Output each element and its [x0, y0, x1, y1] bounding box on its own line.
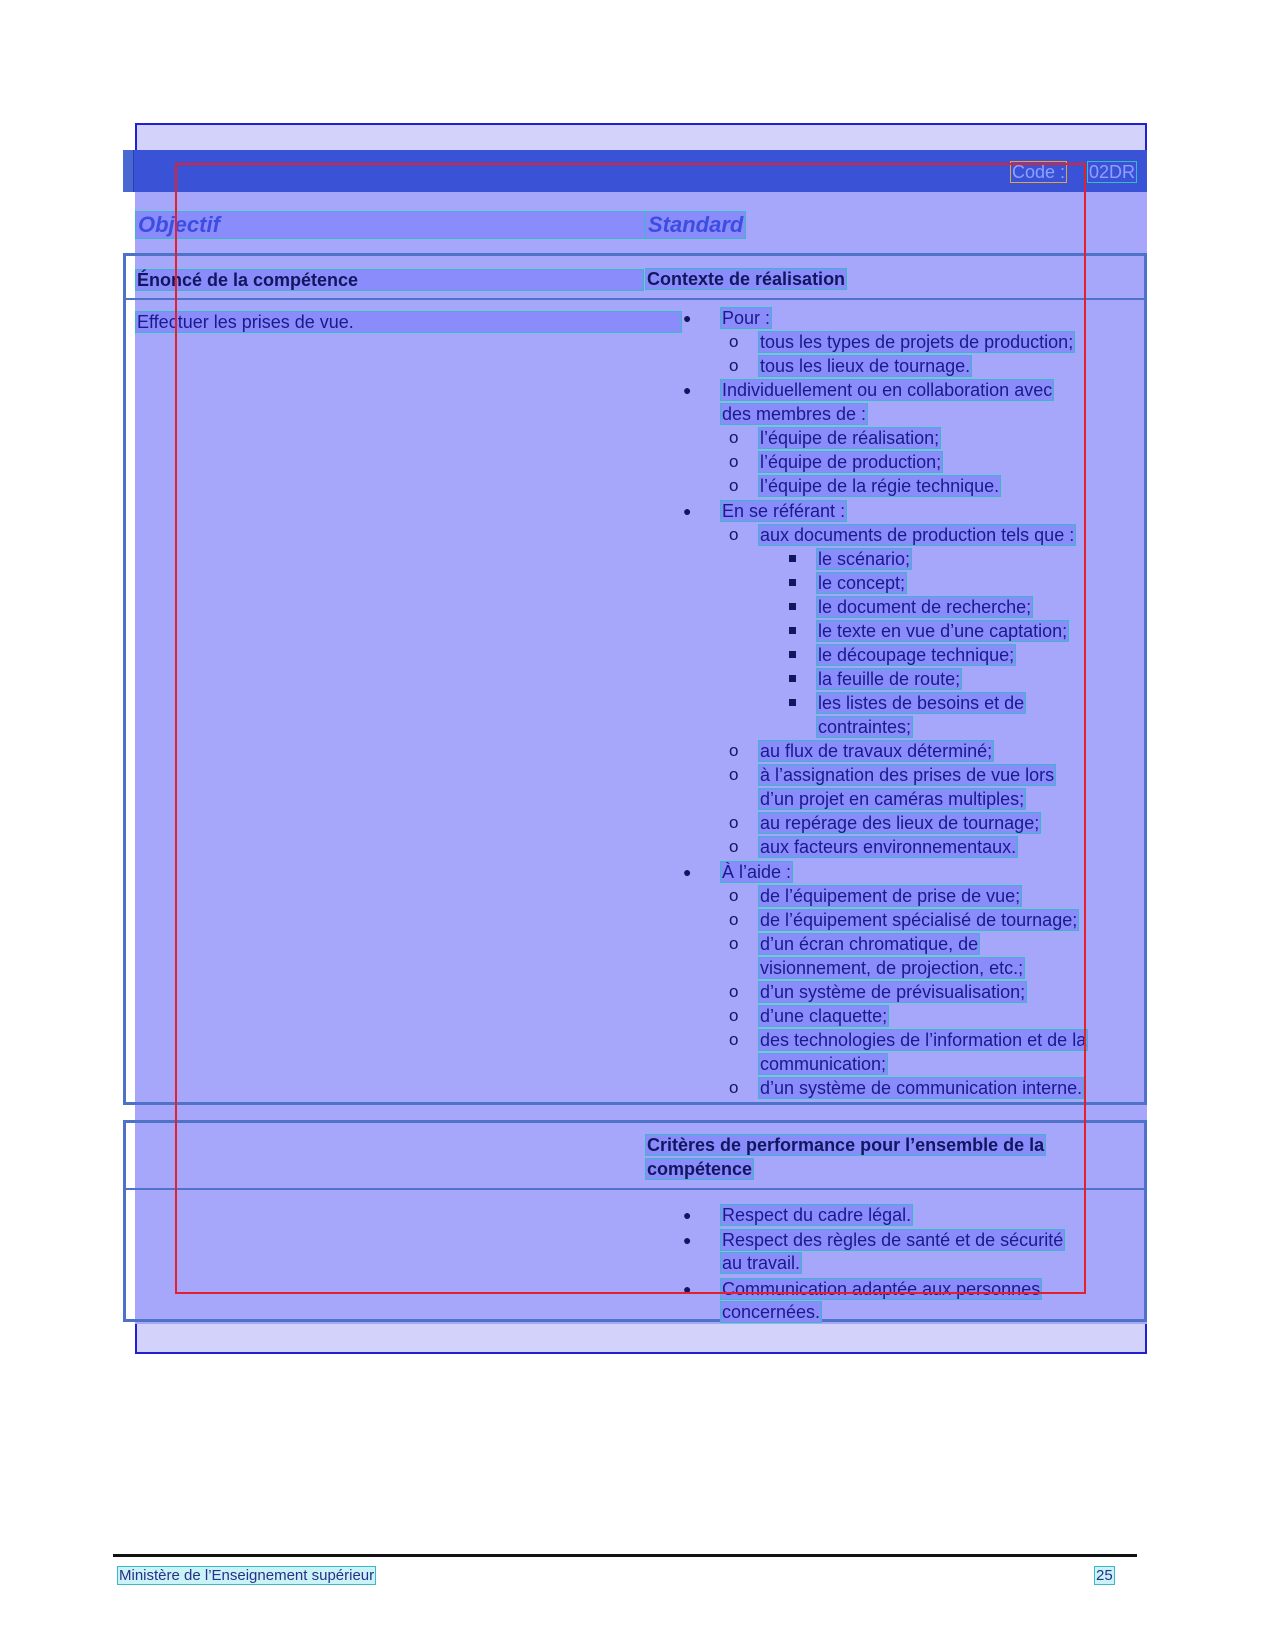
- code-label: Code :: [1012, 162, 1066, 182]
- hollow-bullet-icon: o: [729, 428, 739, 447]
- list-item: la feuille de route;: [818, 669, 961, 689]
- list-item: l’équipe de production;: [760, 452, 942, 472]
- selection-frame: [175, 163, 1086, 1294]
- list-item: aux documents de production tels que :: [760, 525, 1075, 545]
- context-header: Contexte de réalisation: [647, 269, 846, 289]
- hollow-bullet-icon: o: [729, 837, 739, 856]
- competence-statement-header: Énoncé de la compétence: [135, 269, 644, 291]
- list-item: tous les types de projets de production;: [760, 332, 1074, 352]
- bullet-icon: ●: [683, 382, 692, 398]
- list-item: À l’aide :: [722, 862, 792, 882]
- list-item-continuation: communication;: [760, 1054, 887, 1074]
- list-item: le concept;: [818, 573, 906, 593]
- list-item-continuation: des membres de :: [722, 404, 867, 424]
- list-item: d’un système de prévisualisation;: [760, 982, 1026, 1002]
- objective-title: Objectif: [135, 211, 646, 239]
- criteria-title: Critères de performance pour l’ensemble de la: [647, 1135, 1045, 1155]
- competence-statement: Effectuer les prises de vue.: [135, 311, 682, 333]
- list-item: le découpage technique;: [818, 645, 1015, 665]
- list-item: au flux de travaux déterminé;: [760, 741, 993, 761]
- list-item: le scénario;: [818, 549, 911, 569]
- hollow-bullet-icon: o: [729, 1078, 739, 1097]
- header-band-marker: [123, 150, 134, 192]
- criteria-item-continuation: au travail.: [722, 1253, 801, 1273]
- hollow-bullet-icon: o: [729, 741, 739, 760]
- code-value-wrap: [1087, 162, 1137, 183]
- hollow-bullet-icon: o: [729, 332, 739, 351]
- hollow-bullet-icon: o: [729, 934, 739, 953]
- footer-page-number: 25: [1096, 1567, 1113, 1584]
- hollow-bullet-icon: o: [729, 525, 739, 544]
- bullet-icon: ●: [683, 503, 692, 519]
- hollow-bullet-icon: o: [729, 356, 739, 375]
- criteria-item: Respect des règles de santé et de sécurité: [722, 1230, 1064, 1250]
- hollow-bullet-icon: o: [729, 1006, 739, 1025]
- list-item: tous les lieux de tournage.: [760, 356, 971, 376]
- hollow-bullet-icon: o: [729, 813, 739, 832]
- list-item-continuation: d’un projet en caméras multiples;: [760, 789, 1025, 809]
- bullet-icon: ●: [683, 1281, 692, 1297]
- footer-rule: [113, 1554, 1137, 1557]
- criteria-item: Communication adaptée aux personnes: [722, 1279, 1041, 1299]
- list-item: d’un système de communication interne.: [760, 1078, 1083, 1098]
- list-item: le document de recherche;: [818, 597, 1032, 617]
- code-value: 02DR: [1089, 162, 1136, 182]
- hollow-bullet-icon: o: [729, 1030, 739, 1049]
- list-item: d’un écran chromatique, de: [760, 934, 979, 954]
- hollow-bullet-icon: o: [729, 452, 739, 471]
- list-item-continuation: contraintes;: [818, 717, 912, 737]
- hollow-bullet-icon: o: [729, 765, 739, 784]
- list-item: au repérage des lieux de tournage;: [760, 813, 1040, 833]
- hollow-bullet-icon: o: [729, 910, 739, 929]
- footer-ministry: Ministère de l’Enseignement supérieur: [119, 1567, 375, 1584]
- list-item: à l’assignation des prises de vue lors: [760, 765, 1055, 785]
- list-item: En se référant :: [722, 501, 846, 521]
- list-item: de l’équipement spécialisé de tournage;: [760, 910, 1078, 930]
- standard-title: Standard: [645, 211, 746, 239]
- list-item: les listes de besoins et de: [818, 693, 1025, 713]
- list-item: aux facteurs environnementaux.: [760, 837, 1017, 857]
- list-item: Pour :: [722, 308, 771, 328]
- bullet-icon: ●: [683, 1207, 692, 1223]
- list-item: le texte en vue d’une captation;: [818, 621, 1068, 641]
- bullet-icon: ●: [683, 864, 692, 880]
- list-item: des technologies de l’information et de la: [760, 1030, 1087, 1050]
- criteria-title-continuation: compétence: [647, 1159, 753, 1179]
- bullet-icon: ●: [683, 310, 692, 326]
- list-item: l’équipe de la régie technique.: [760, 476, 1000, 496]
- list-item: Individuellement ou en collaboration avec: [722, 380, 1053, 400]
- bullet-icon: ●: [683, 1232, 692, 1248]
- hollow-bullet-icon: o: [729, 886, 739, 905]
- criteria-item: Respect du cadre légal.: [722, 1205, 912, 1225]
- criteria-item-continuation: concernées.: [722, 1302, 821, 1322]
- hollow-bullet-icon: o: [729, 476, 739, 495]
- list-item-continuation: visionnement, de projection, etc.;: [760, 958, 1024, 978]
- list-item: d’une claquette;: [760, 1006, 888, 1026]
- hollow-bullet-icon: o: [729, 982, 739, 1001]
- list-item: l’équipe de réalisation;: [760, 428, 940, 448]
- list-item: de l’équipement de prise de vue;: [760, 886, 1021, 906]
